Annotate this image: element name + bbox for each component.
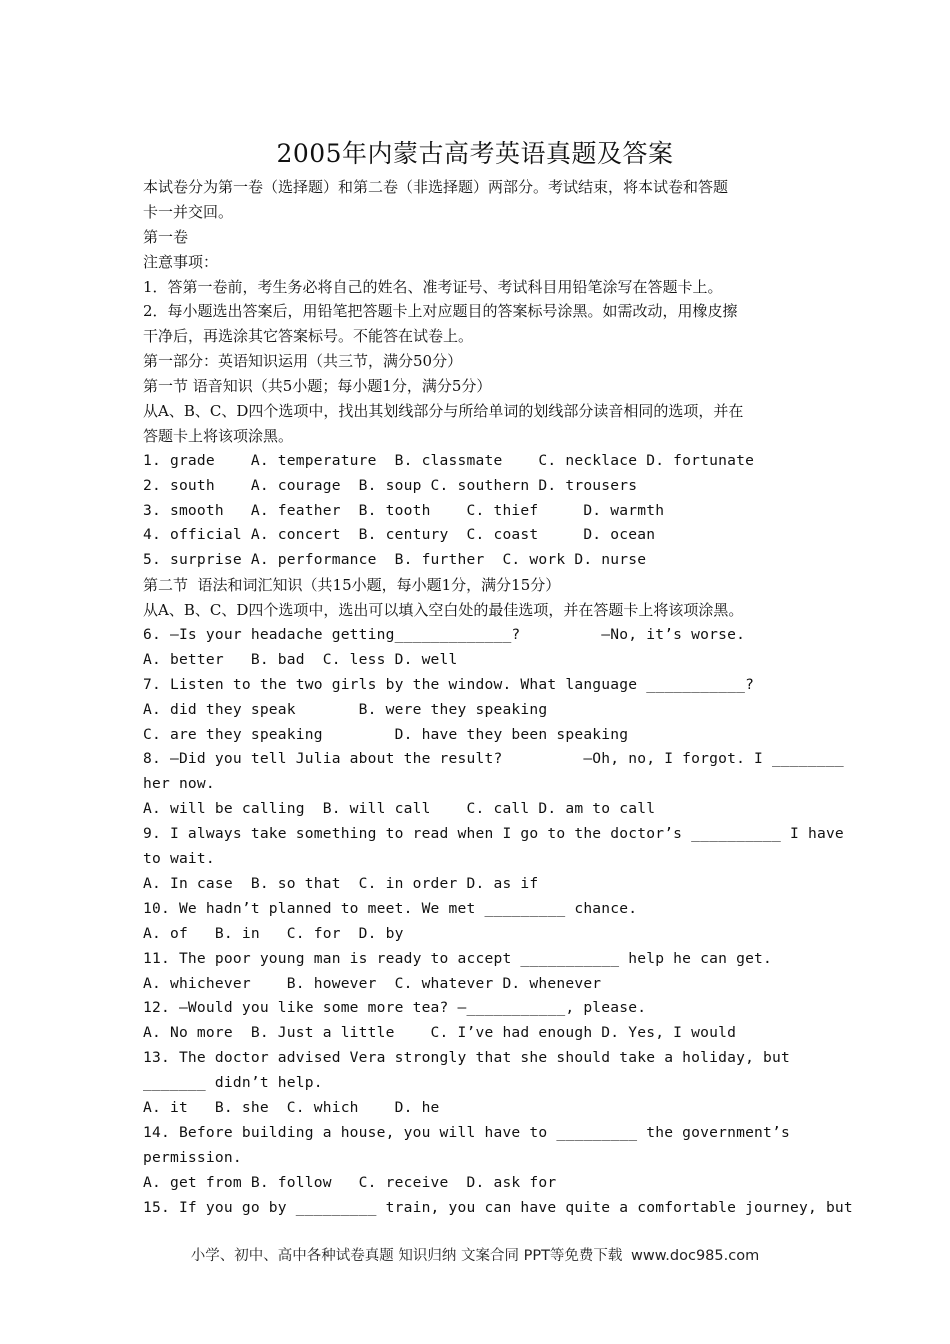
- question-line: 11. The poor young man is ready to accept ___________ help he can get.: [143, 949, 773, 967]
- question-line: 4. official A. concert B. century C. coast D. ocean: [143, 526, 656, 544]
- section-heading: 第一节 语音知识（共5小题；每小题1分，满分5分）: [143, 377, 492, 396]
- text-line: 卡一并交回。: [143, 202, 234, 221]
- instruction-line: 从A、B、C、D四个选项中，选出可以填入空白处的最佳选项，并在答题卡上将该项涂黑。: [143, 601, 744, 620]
- option-line: A. of B. in C. for D. by: [143, 924, 404, 942]
- footer-text: 小学、初中、高中各种试卷真题 知识归纳 文案合同 PPT等免费下载: [190, 1248, 623, 1264]
- part-heading: 第一部分：英语知识运用（共三节，满分50分）: [143, 352, 463, 371]
- instruction-line: 2．每小题选出答案后，用铅笔把答题卡上对应题目的答案标号涂黑。如需改动，用橡皮擦: [143, 302, 738, 321]
- option-line: A. will be calling B. will call C. call D. am to call: [143, 800, 656, 818]
- question-line: 6. —Is your headache getting_____________? —No, it’s worse.: [143, 626, 746, 644]
- page-title: 2005年内蒙古高考英语真题及答案: [276, 139, 674, 168]
- question-line: 2. south A. courage B. soup C. southern D. trousers: [143, 476, 638, 494]
- question-line: permission.: [143, 1148, 242, 1166]
- question-line: her now.: [143, 775, 215, 793]
- question-line: 5. surprise A. performance B. further C. work D. nurse: [143, 551, 647, 569]
- section-heading: 第二节 语法和词汇知识（共15小题，每小题1分，满分15分）: [143, 576, 561, 595]
- question-line: 10. We hadn’t planned to meet. We met _________ chance.: [143, 899, 638, 917]
- text-line: 本试卷分为第一卷（选择题）和第二卷（非选择题）两部分。考试结束，将本试卷和答题: [143, 178, 729, 196]
- option-line: C. are they speaking D. have they been speaking: [143, 725, 629, 743]
- question-line: _______ didn’t help.: [143, 1074, 323, 1092]
- question-line: 9. I always take something to read when I go to the doctor’s __________ I have: [143, 825, 844, 843]
- question-line: 14. Before building a house, you will have to _________ the government’s: [143, 1123, 791, 1141]
- instruction-line: 从A、B、C、D四个选项中，找出其划线部分与所给单词的划线部分读音相同的选项，并在: [143, 402, 744, 421]
- document-body: [143, 175, 853, 1220]
- section-heading: 第一卷: [143, 227, 189, 246]
- page-footer: [0, 1244, 950, 1265]
- instruction-line: 答题卡上将该项涂黑。: [143, 426, 294, 445]
- instruction-line: 1．答第一卷前，考生务必将自己的姓名、准考证号、考试科目用铅笔涂写在答题卡上。: [143, 277, 723, 296]
- question-line: 3. smooth A. feather B. tooth C. thief D. warmth: [143, 501, 665, 519]
- instruction-line: 干净后，再选涂其它答案标号。不能答在试卷上。: [143, 327, 474, 346]
- question-line: 8. —Did you tell Julia about the result? —Oh, no, I forgot. I ________: [143, 750, 844, 768]
- option-line: A. better B. bad C. less D. well: [143, 650, 458, 668]
- question-line: 15. If you go by _________ train, you can have quite a comfortable journey, but: [143, 1198, 853, 1216]
- question-line: 1. grade A. temperature B. classmate C. necklace D. fortunate: [143, 451, 755, 469]
- option-line: A. whichever B. however C. whatever D. whenever: [143, 974, 602, 992]
- option-line: A. get from B. follow C. receive D. ask for: [143, 1173, 557, 1191]
- question-line: 7. Listen to the two girls by the window. What language ___________?: [143, 675, 755, 693]
- question-line: 13. The doctor advised Vera strongly that she should take a holiday, but: [143, 1049, 791, 1067]
- question-line: to wait.: [143, 850, 215, 868]
- question-line: 12. —Would you like some more tea? —___________, please.: [143, 999, 647, 1017]
- option-line: A. No more B. Just a little C. I’ve had enough D. Yes, I would: [143, 1024, 737, 1042]
- option-line: A. did they speak B. were they speaking: [143, 700, 548, 718]
- footer-link[interactable]: www.doc985.com: [631, 1248, 760, 1264]
- option-line: A. it B. she C. which D. he: [143, 1098, 440, 1116]
- option-line: A. In case B. so that C. in order D. as if: [143, 874, 539, 892]
- section-heading: 注意事项：: [143, 252, 219, 271]
